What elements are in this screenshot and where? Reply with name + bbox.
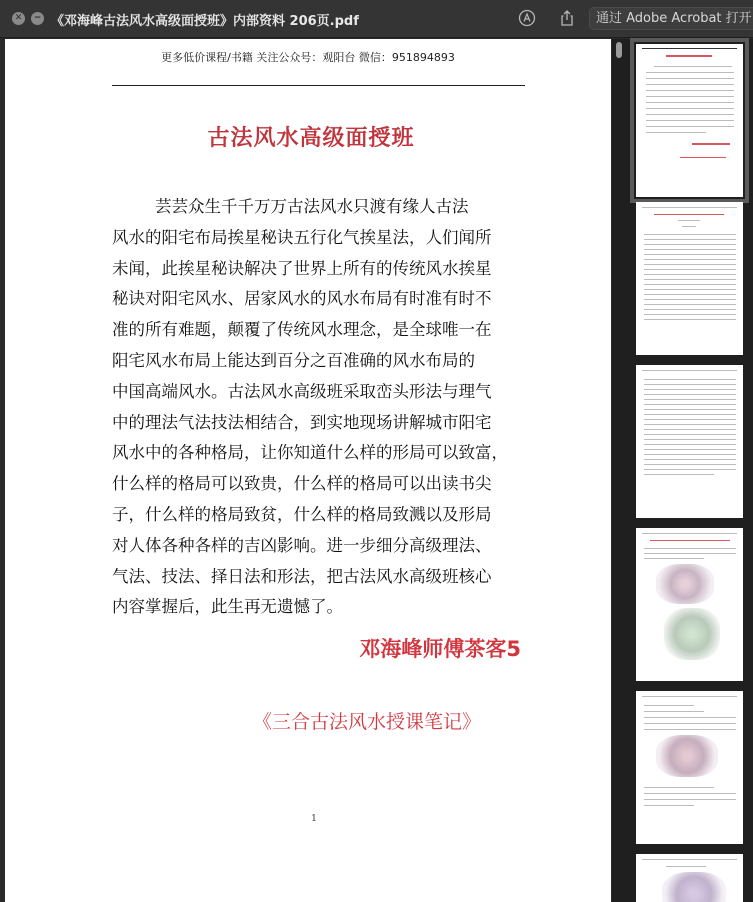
signature: 邓海峰师傅茶客5 (359, 637, 521, 661)
paragraph-line: 内容掌握后，此生再无遗憾了。 (112, 597, 343, 617)
page-thumbnail-4[interactable] (636, 528, 743, 681)
header-divider (112, 85, 525, 86)
paragraph-line: 芸芸众生千千万万古法风水只渡有缘人古法 (155, 197, 469, 216)
paragraph-line: 中的理法气法技法相结合，到实地现场讲解城市阳宅 (112, 412, 492, 432)
paragraph-line: 什么样的格局可以致贵，什么样的格局可以出读书尖 (112, 474, 492, 494)
page-thumbnail-1[interactable] (636, 44, 743, 197)
body-paragraph (112, 192, 532, 623)
page-title: 古法风水高级面授班 (207, 125, 415, 151)
paragraph-line: 阳宅风水布局上能达到百分之百准确的风水布局的 (112, 350, 475, 370)
paragraph-line: 对人体各种各样的吉凶影响。进一步细分高级理法、 (112, 535, 492, 555)
page-thumbnail-5[interactable] (636, 691, 743, 844)
document-page (5, 39, 611, 902)
paragraph-line: 中国高端风水。古法风水高级班采取峦头形法与理气 (112, 381, 492, 401)
thumbnail-sidebar[interactable] (612, 39, 753, 902)
minus-icon[interactable]: − (31, 12, 44, 25)
page-thumbnail-3[interactable] (636, 365, 743, 518)
subtitle: 《三合古法风水授课笔记》 (253, 711, 482, 733)
open-in-acrobat-button[interactable]: 通过 Adobe Acrobat 打开 (589, 7, 753, 30)
close-icon[interactable]: ✕ (12, 12, 25, 25)
page-number: 1 (311, 814, 317, 824)
annotate-icon[interactable] (518, 9, 536, 27)
paragraph-line: 子，什么样的格局致贫，什么样的格局致溅以及形局 (112, 504, 492, 524)
page-header: 更多低价课程/书籍 关注公众号：观阳台 微信：951894893 (161, 51, 455, 64)
page-thumbnail-6[interactable] (636, 854, 743, 902)
page-thumbnail-2[interactable] (636, 202, 743, 355)
share-icon[interactable] (558, 9, 576, 27)
paragraph-line: 未闻，此挨星秘诀解决了世界上所有的传统风水挨星 (112, 258, 492, 278)
paragraph-line: 准的所有难题，颠覆了传统风水理念，是全球唯一在 (112, 320, 492, 340)
paragraph-line: 风水的阳宅布局挨星秘诀五行化气挨星法，人们闻所 (112, 227, 492, 247)
paragraph-line: 气法、技法、择日法和形法，把古法风水高级班核心 (112, 566, 492, 586)
title-bar (0, 0, 753, 38)
paragraph-line: 风水中的各种格局，让你知道什么样的形局可以致富， (112, 443, 508, 463)
paragraph-line: 秘诀对阳宅风水、居家风水的风水布局有时准有时不 (112, 289, 492, 309)
sidebar-scrollbar[interactable] (616, 42, 622, 58)
document-title: 《邓海峰古法风水高级面授班》内部资料 206页.pdf (51, 14, 359, 29)
